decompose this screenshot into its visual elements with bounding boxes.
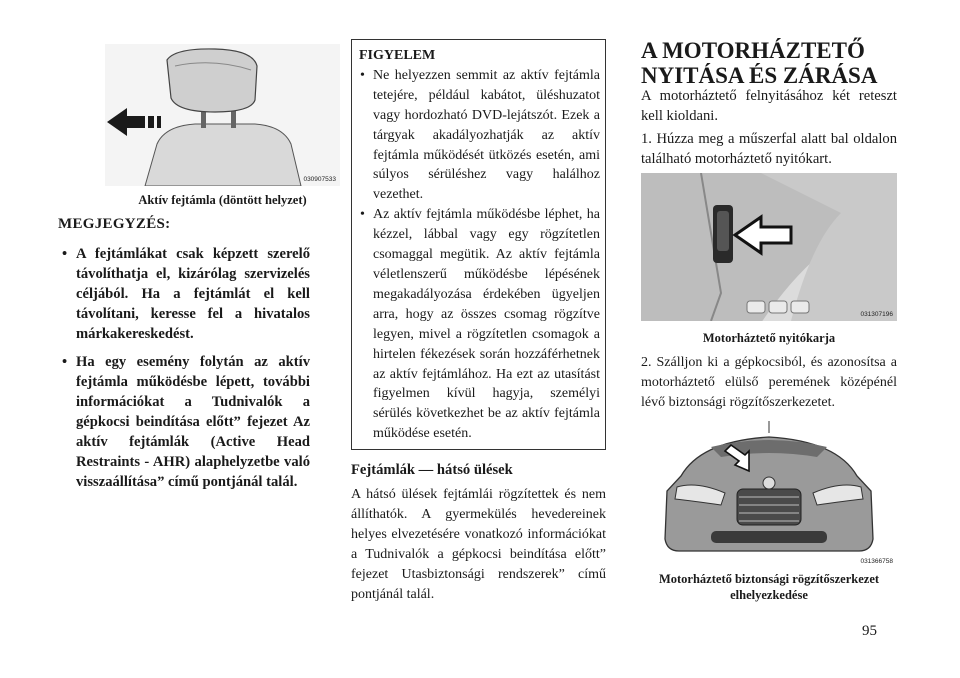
safety-catch-figure (641, 421, 897, 568)
figure-code: 031366758 (860, 558, 893, 565)
list-item: • A fejtámlákat csak képzett szerelő távolíthatja el, kizárólag szervizelés céljából. Ha a fejtámlát el kell távolítani, keresse fel a hivatalos márkakereskedést. (58, 244, 310, 344)
warning-title: FIGYELEM (359, 48, 436, 63)
note-list (58, 244, 310, 500)
car-front-illustration (641, 421, 897, 568)
hood-intro: A motorháztető felnyitásához két reteszt kell kioldani. (641, 88, 897, 124)
list-item: • Ne helyezzen semmit az aktív fejtámla tetejére, például kabátot, üléshuzatot vagy hordozható DVD-lejátszót. Ezek a tárgyak akadályozhatják az aktív fejtámla működését ütközés esetén, ami súlyos sérüléshez vagy halálhoz vezethet. (359, 66, 600, 205)
note-heading: MEGJEGYZÉS: (58, 216, 171, 232)
page-number: 95 (862, 623, 877, 639)
headrest-figure (105, 44, 340, 186)
figure-code: 030907533 (303, 176, 336, 183)
hood-release-figure (641, 173, 897, 321)
figure-code: 031307196 (860, 311, 893, 318)
warning-list (359, 66, 600, 444)
list-item: • Az aktív fejtámla működésbe léphet, ha kézzel, lábbal vagy egy rögzítetlen csomaggal megütik. Az aktív fejtámla véletlenszerű működésbe lépésének megakadályozása érdekében ügyeljen arra, hogy az összes csomag rögzítve legyen, mivel a rögzítetlen csomagok a hirtelen fékezések során hozzáférhetnek az aktív fejtámlához. Ha ezt az utasítást figyelmen kívül hagyja, személyi sérülés következhet be az aktív fejtámla működése esetén. (359, 205, 600, 444)
rear-headrest-heading: Fejtámlák — hátsó ülések (351, 462, 513, 478)
section-title: A MOTORHÁZTETŐ NYITÁSA ÉS ZÁRÁSA (641, 38, 878, 88)
figure-caption: Motorháztető nyitókarja (702, 331, 836, 345)
rear-headrest-text: A hátsó ülések fejtámlái rögzítettek és nem állíthatók. A gyermekülés hevedereinek helyes elvezetésére vonatkozó információkat a Tudnivalók a gépkocsi beindítása előtt” fejezet Utasbiztonsági rendszerek” című pontjánál talál. (351, 487, 606, 602)
hood-step-1: 1. Húzza meg a műszerfal alatt bal oldalon található motorháztető nyitókart. (641, 131, 897, 167)
hood-step-2: 2. Szálljon ki a gépkocsiból, és azonosítsa a motorháztető elülső peremének középénél lévő biztonsági rögzítőszerkezetet. (641, 355, 897, 410)
figure-caption: Motorháztető biztonsági rögzítőszerkezet elhelyezkedése (658, 572, 880, 602)
list-item: • Ha egy esemény folytán az aktív fejtámla működésbe lépett, további információkat a Tudnivalók a gépkocsi beindítása előtt” fejezet Az aktív fejtámlák (Active Head Restraints - AHR) alaphelyzetbe való visszaállítása” című pontjánál talál. (58, 352, 310, 492)
hood-release-illustration (641, 173, 897, 321)
figure-caption: Aktív fejtámla (döntött helyzet) (138, 193, 307, 207)
warning-box (351, 39, 606, 450)
headrest-illustration (105, 44, 340, 186)
